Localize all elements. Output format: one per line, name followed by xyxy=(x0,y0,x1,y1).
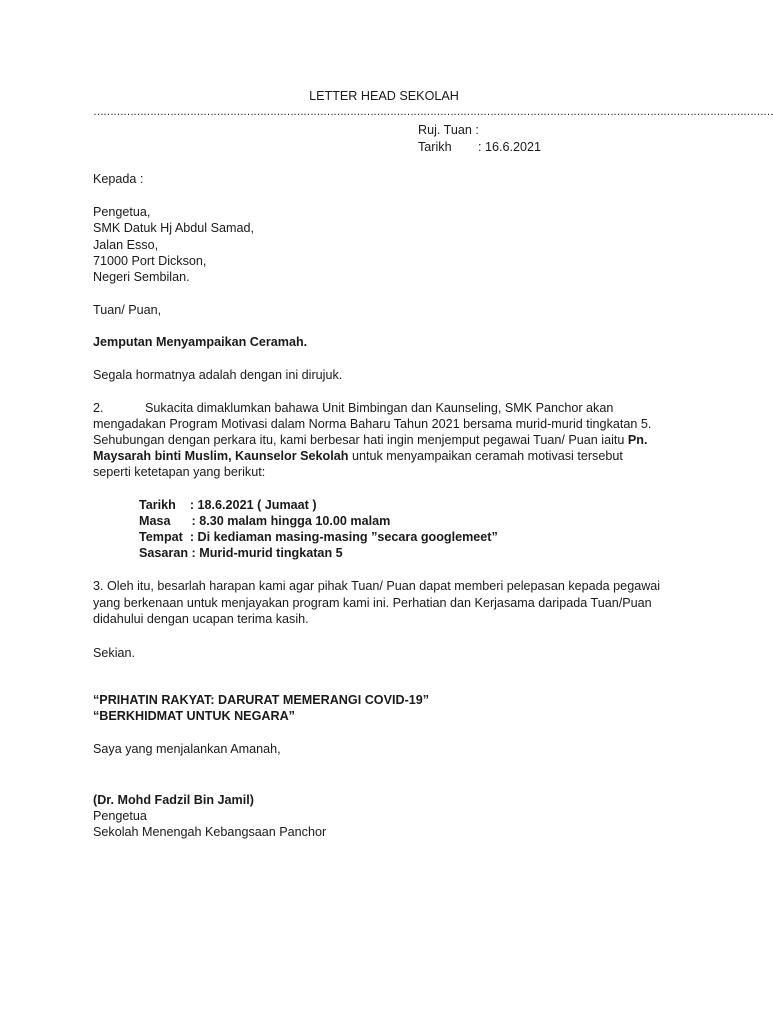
letterhead-title: LETTER HEAD SEKOLAH xyxy=(309,89,459,103)
paragraph-2-number: 2. xyxy=(93,401,104,415)
detail-time: Masa : 8.30 malam hingga 10.00 malam xyxy=(139,514,391,528)
slogan-negara: “BERKHIDMAT UNTUK NEGARA” xyxy=(93,709,295,723)
reference-label: Ruj. Tuan : xyxy=(418,123,479,137)
letterhead-separator: …………………………………………………………………………………………………………………………………………………………………………………… xyxy=(93,106,773,118)
detail-date: Tarikh : 18.6.2021 ( Jumaat ) xyxy=(139,498,317,512)
detail-target: Sasaran : Murid-murid tingkatan 5 xyxy=(139,546,343,560)
detail-place: Tempat : Di kediaman masing-masing ”secara googlemeet” xyxy=(139,530,498,544)
salutation: Tuan/ Puan, xyxy=(93,303,162,317)
date-label: Tarikh xyxy=(418,140,452,154)
signatory-name: (Dr. Mohd Fadzil Bin Jamil) xyxy=(93,793,254,807)
signatory-school: Sekolah Menengah Kebangsaan Panchor xyxy=(93,825,327,839)
amanah-line: Saya yang menjalankan Amanah, xyxy=(93,742,281,756)
recipient-line: Pengetua, xyxy=(93,205,151,219)
paragraph-2-line: seperti ketetapan yang berikut: xyxy=(93,465,266,479)
paragraph-3-line: didahului dengan ucapan terima kasih. xyxy=(93,612,309,626)
opening-line: Segala hormatnya adalah dengan ini dirujuk. xyxy=(93,368,343,382)
paragraph-2-line xyxy=(93,448,623,464)
signatory-title: Pengetua xyxy=(93,809,147,823)
paragraph-2-text: Sukacita dimaklumkan bahawa Unit Bimbingan dan Kaunseling, SMK Panchor akan xyxy=(145,401,614,415)
paragraph-2-line xyxy=(93,400,613,416)
paragraph-2-line xyxy=(93,432,647,448)
recipient-heading: Kepada : xyxy=(93,172,144,186)
date-row xyxy=(418,139,542,155)
officer-title: Pn. xyxy=(627,433,648,447)
date-value: : 16.6.2021 xyxy=(478,140,542,154)
paragraph-2-text: untuk menyampaikan ceramah motivasi tersebut xyxy=(348,449,623,463)
paragraph-2-text: Sehubungan dengan perkara itu, kami berbesar hati ingin menjemput pegawai Tuan/ Puan iaitu xyxy=(93,433,628,447)
paragraph-3-line: yang berkenaan untuk menjayakan program kami ini. Perhatian dan Kerjasama daripada Tuan/Puan xyxy=(93,596,652,610)
paragraph-2-line: mengadakan Program Motivasi dalam Norma Baharu Tahun 2021 bersama murid-murid tingkatan 5. xyxy=(93,417,652,431)
slogan-covid: “PRIHATIN RAKYAT: DARURAT MEMERANGI COVID-19” xyxy=(93,693,430,707)
subject-line: Jemputan Menyampaikan Ceramah. xyxy=(93,335,308,349)
recipient-line: Negeri Sembilan. xyxy=(93,270,190,284)
officer-name: Maysarah binti Muslim, Kaunselor Sekolah xyxy=(93,449,349,463)
recipient-line: 71000 Port Dickson, xyxy=(93,254,207,268)
recipient-line: SMK Datuk Hj Abdul Samad, xyxy=(93,221,254,235)
recipient-line: Jalan Esso, xyxy=(93,238,159,252)
closing-line: Sekian. xyxy=(93,646,136,660)
paragraph-3-line: 3. Oleh itu, besarlah harapan kami agar pihak Tuan/ Puan dapat memberi pelepasan kepada pegawai xyxy=(93,579,661,593)
